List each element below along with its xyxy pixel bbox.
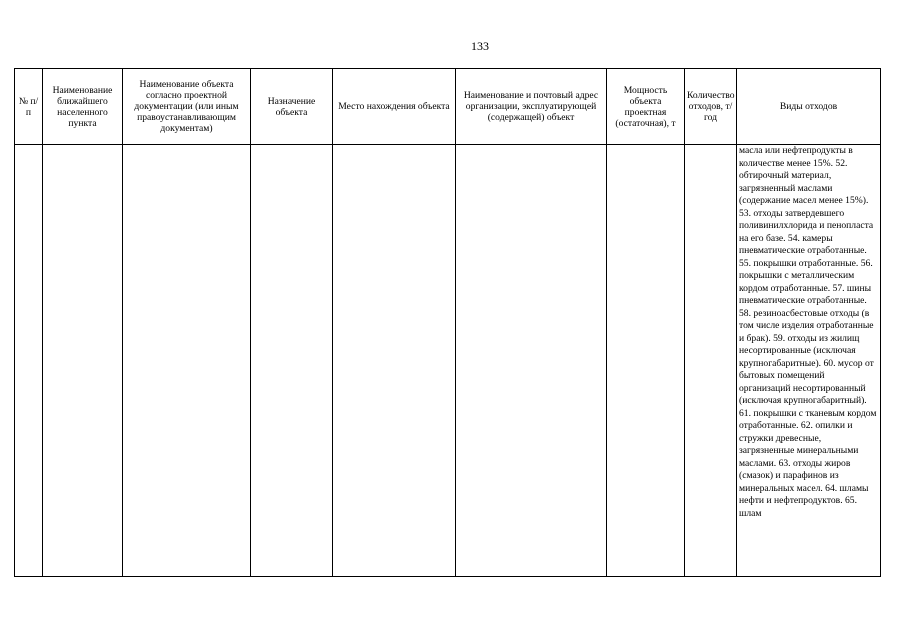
- header-waste-amount: Количество отходов, т/год: [685, 69, 737, 145]
- header-purpose: Назначение объекта: [251, 69, 333, 145]
- header-waste-types: Виды отходов: [737, 69, 881, 145]
- header-object-name: Наименование объекта согласно проектной документации (или иным правоустанавливающим документам): [123, 69, 251, 145]
- cell-waste-types: [737, 145, 881, 577]
- cell-object-name: [123, 145, 251, 577]
- cell-location: [333, 145, 456, 577]
- cell-capacity: [607, 145, 685, 577]
- cell-number: [15, 145, 43, 577]
- cell-operator: [456, 145, 607, 577]
- header-location: Место нахождения объекта: [333, 69, 456, 145]
- header-number: № п/п: [15, 69, 43, 145]
- table-row: [15, 145, 881, 577]
- table-header-row: [15, 69, 881, 145]
- cell-settlement: [43, 145, 123, 577]
- page-number: 133: [471, 39, 489, 53]
- waste-objects-table: [14, 68, 881, 577]
- header-settlement: Наименование ближайшего населенного пункта: [43, 69, 123, 145]
- waste-types-text: масла или нефтепродукты в количестве менее 15%. 52. обтирочный материал, загрязненный маслами (содержание масел менее 15%). 53. отходы затвердевшего поливинилхлорида и пенопласта на его базе. 54. камеры пневматические отработанные. 55. покрышки отработанные. 56. покрышки с металлическим кордом отработанные. 57. шины пневматические отработанные. 58. резиноасбестовые отходы (в том числе изделия отработанные и брак). 59. отходы из жилищ несортированные (исключая крупногабаритные). 60. мусор от бытовых помещений организаций несортированный (исключая крупногабаритный). 61. покрышки с тканевым кордом отработанные. 62. опилки и стружки древесные, загрязненные минеральными маслами. 63. отходы жиров (смазок) и парафинов из минеральных масел. 64. шламы нефти и нефтепродуктов. 65. шлам: [739, 145, 877, 519]
- header-operator: Наименование и почтовый адрес организации, эксплуатирующей (содержащей) объект: [456, 69, 607, 145]
- cell-waste-amount: [685, 145, 737, 577]
- cell-purpose: [251, 145, 333, 577]
- header-capacity: Мощность объекта проектная (остаточная), т: [607, 69, 685, 145]
